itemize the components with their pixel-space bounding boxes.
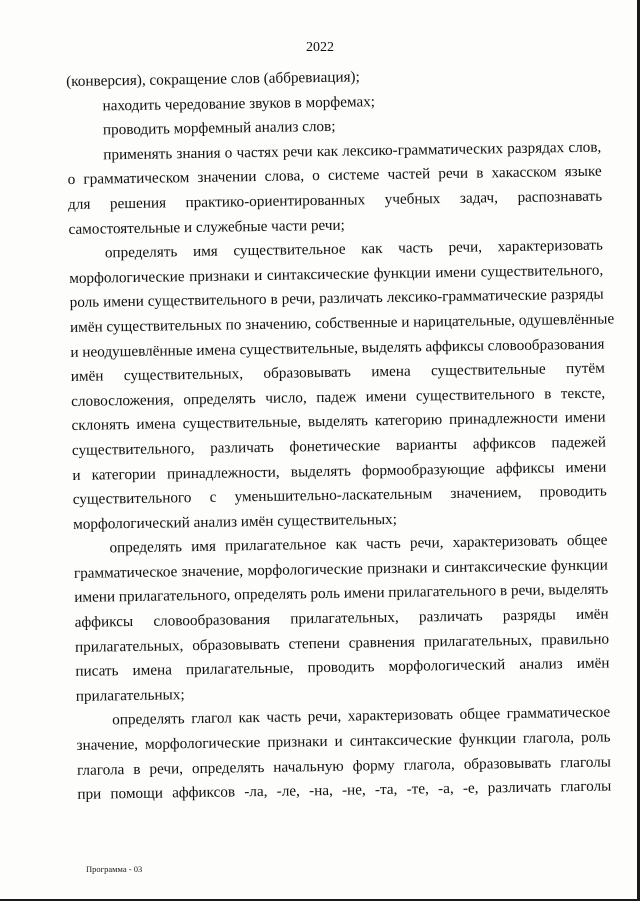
text-line: писать имена прилагательные, проводить морфологический анализ имён <box>75 654 610 681</box>
text-line: о грамматическом значении слова, о системе частей речи в хакасском языке <box>67 162 602 189</box>
text-line: имени прилагательного, определять роль имени прилагательного в речи, выделять <box>74 581 609 607</box>
page-number: 2022 <box>306 40 334 55</box>
footer-label: Программа - 03 <box>86 864 143 874</box>
text-line: морфологический анализ имён существительных; <box>73 510 398 533</box>
text-line: определять имя существительное как часть речи, характеризовать <box>104 236 603 262</box>
text-line: и неодушевлённые имена существительные, выделять аффиксы словообразования <box>70 335 605 361</box>
text-line: существительного с уменьшительно-ласкательным значением, проводить <box>72 482 607 509</box>
text-line: словосложения, определять число, падеж имени существительного в тексте, <box>71 384 606 410</box>
text-line: существительного, различать фонетические варианты аффиксов падежей <box>71 433 607 459</box>
text-line: глагола в речи, определять начальную форму глагола, образовывать глаголы <box>76 753 612 779</box>
text-line: находить чередование звуков в морфемах; <box>102 92 376 115</box>
text-line: прилагательных, образовывать степени сравнения прилагательных, правильно <box>74 630 610 656</box>
body-text <box>66 62 615 808</box>
text-line: грамматическое значение, морфологические признаки и синтаксические функции <box>73 556 608 582</box>
text-line: определять глагол как часть речи, характеризовать общее грамматическое <box>112 703 611 729</box>
text-line: имён существительных, образовывать имена существительные путём <box>70 359 605 386</box>
text-line: роль имени существительного в речи, различать лексико-грамматические разряды <box>69 285 604 312</box>
text-line: и категории принадлежности, выделять формообразующие аффиксы имени <box>72 458 607 484</box>
text-line: аффиксы словообразования прилагательных, различать разряды имён <box>74 605 609 631</box>
text-line: применять знания о частях речи как лексико-грамматических разрядах слов, <box>103 138 602 164</box>
text-line: определять имя прилагательное как часть речи, характеризовать общее <box>109 531 608 557</box>
text-line: прилагательных; <box>75 686 185 705</box>
text-line: проводить морфемный анализ слов; <box>102 117 336 139</box>
text-line: склонять имена существительные, выделять категорию принадлежности имени <box>71 408 606 435</box>
text-line: морфологические признаки и синтаксические функции имени существительного, <box>69 261 604 287</box>
text-line: значение, морфологические признаки и синтаксические функции глагола, роль <box>76 728 611 754</box>
text-line: для решения практико-ориентированных учебных задач, распознавать <box>67 187 603 213</box>
text-line: имён существительных по значению, собственные и нарицательные, одушевлённые <box>69 310 615 336</box>
text-line: при помощи аффиксов -ла, -ле, -на, -не, -та, -те, -а, -е, различать глаголы <box>77 777 612 804</box>
text-line: (конверсия), сокращение слов (аббревиация); <box>66 68 360 90</box>
text-line: самостоятельные и служебные части речи; <box>68 216 345 238</box>
